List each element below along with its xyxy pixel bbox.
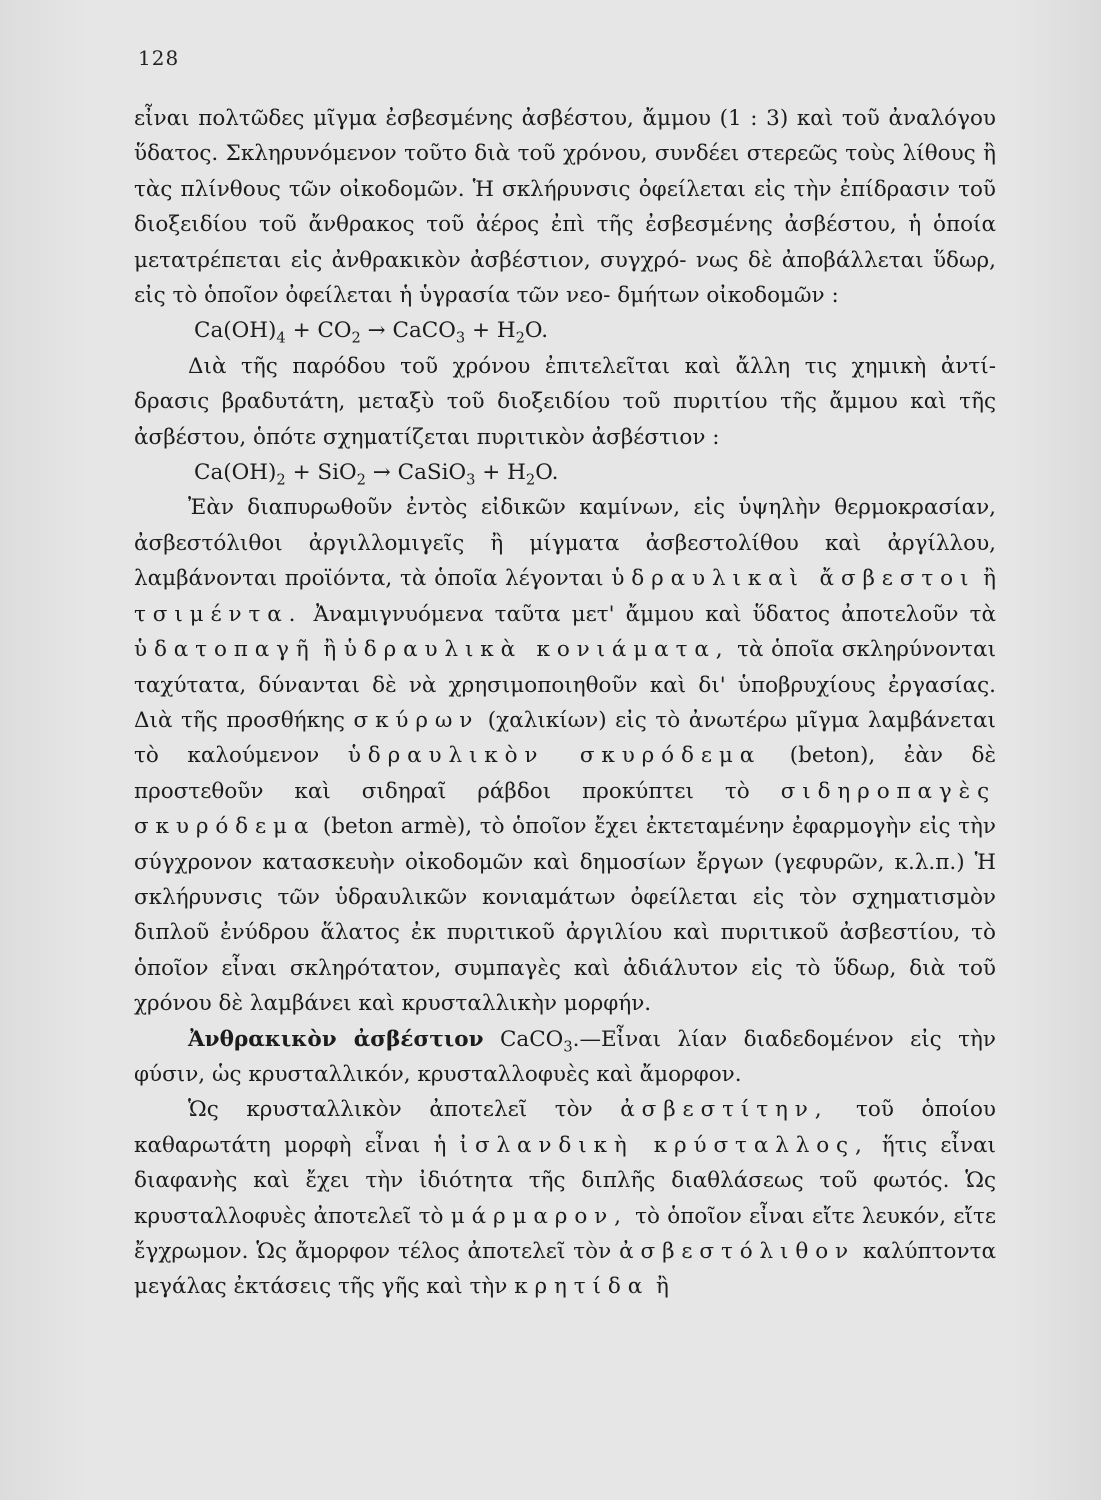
paragraph-carbonate-forms: Ὡς κρυσταλλικὸν ἀποτελεῖ τὸν ἀσβεστίτην, τοῦ ὁποίου καθαρωτάτη μορφὴ εἶναι ἡ ἰσλανδικὴ κρύσταλλος, ἥτις εἶναι διαφανὴς καὶ ἔχει τὴν ἰδιότητα τῆς διπλῆς διαθλάσεως τοῦ φωτός. Ὡς κρυσταλλοφυὲς ἀποτελεῖ τὸ μάρμαρον, τὸ ὁποῖον εἶναι εἴτε λευκόν, εἴτε ἔγχρωμον. Ὡς ἄμορφον τέλος ἀποτελεῖ τὸν ἀσβεστόλιθον καλύπτοντα μεγάλας ἐκτάσεις τῆς γῆς καὶ τὴν κρητίδα ἢ: [134, 1097, 996, 1300]
text-line: νως δὲ ἀποβάλλεται ὕδωρ, εἰς τὸ ὁποῖον ὀφείλεται ἡ ὑγρασία τῶν νεο-: [134, 247, 996, 309]
spaced-term: ὑδραυλικαὶ ἄσβεστοι: [611, 566, 976, 592]
spaced-term: ὑδραυλικὸν σκυρόδεμα: [347, 743, 762, 769]
spaced-term: τσιμέντα.: [134, 601, 303, 627]
spaced-term: κρητίδα: [514, 1274, 650, 1300]
text-line: Διὰ τῆς παρόδου τοῦ χρόνου ἐπιτελεῖται καὶ ἄλλη τις χημικὴ ἀντί-: [188, 353, 996, 379]
text-line: τοὺς λίθους ἢ τὰς πλίνθους τῶν οἰκοδομῶν. Ἡ σκλήρυνσις ὀφείλεται εἰς: [134, 141, 996, 202]
text-line: τὴν ἐπίδρασιν τοῦ διοξειδίου τοῦ ἄνθρακος τοῦ ἀέρος ἐπὶ τῆς ἐσβεσμένης: [134, 176, 996, 238]
paragraph-hydraulic-cements: Ἐὰν διαπυρωθοῦν ἐντὸς εἰδικῶν καμίνων, εἰς ὑψηλὴν θερμοκρασίαν, ἀσβεστόλιθοι ἀργιλλομιγεῖς ἢ μίγματα ἀσβεστολίθου καὶ ἀργίλλου, λαμβάνονται προϊόντα, τὰ ὁποῖα λέγονται ὑδραυλικαὶ ἄσβεστοι ἢ τσιμέντα. Ἀναμιγνυόμενα ταῦτα μετ' ἄμμου καὶ ὕδατος ἀποτελοῦν τὰ ὑδατοπαγῆ ἢ ὑδραυλικὰ κονιάματα, τὰ ὁποῖα σκληρύνονται ταχύτατα, δύνανται δὲ νὰ χρησιμοποιηθοῦν καὶ δι' ὑποβρυχίους ἐργασίας. Διὰ τῆς προσθήκης σκύρων (χαλικίων) εἰς τὸ ἀνωτέρω μῖγμα λαμβάνεται τὸ καλούμενον ὑδραυλικὸν σκυρόδεμα (beton), ἐὰν δὲ προστεθοῦν καὶ σιδηραῖ ράβδοι προκύπτει τὸ σιδηροπαγὲς σκυρόδεμα (beton armè), τὸ ὁποῖον ἔχει ἐκτεταμένην ἐφαρμογὴν εἰς τὴν σύγχρονον κατασκευὴν οἰκοδομῶν καὶ δημοσίων ἔργων (γεφυρῶν, κ.λ.π.) Ἡ σκλήρυνσις τῶν ὑδραυλικῶν κονιαμάτων ὀφείλεται εἰς τὸν σχηματισμὸν διπλοῦ ἐνύδρου ἅλατος ἐκ πυριτικοῦ ἀργιλίου καὶ πυριτικοῦ ἀσβεστίου, τὸ ὁποῖον εἶναι σκληρότατον, συμπαγὲς καὶ ἀδιάλυτον εἰς τὸ ὕδωρ, διὰ τοῦ χρόνου δὲ λαμβάνει καὶ κρυσταλλικὴν μορφήν.: [134, 495, 997, 1017]
formula: CaCO$_3$: [499, 1026, 573, 1055]
spaced-term: ἰσλανδικὴ κρύσταλλος,: [459, 1132, 869, 1158]
arrow-icon: →: [372, 460, 391, 486]
paragraph-lime-mortar: [134, 101, 996, 313]
text-line: δμήτων οἰκοδομῶν :: [617, 283, 839, 309]
text-line: εἶναι πολτῶδες μῖγμα ἐσβεσμένης ἀσβέστου, ἄμμου (1 : 3) καὶ τοῦ: [134, 106, 880, 131]
chemical-equation-carbonation: $Ca(OH)_4 + CO_2$ → CaCO$_3$ + $H_2O$.: [194, 318, 549, 347]
section-heading: Ἀνθρακικὸν ἀσβέστιον: [188, 1026, 484, 1052]
spaced-term: ἀσβεστόλιθον: [619, 1239, 855, 1264]
paragraph-calcium-carbonate: Ἀνθρακικὸν ἀσβέστιον CaCO$_3$.—Εἶναι λίαν διαδεδομένον εἰς τὴν φύσιν, ὡς κρυσταλλικόν, κρυσταλλοφυὲς καὶ ἄμορφον.: [134, 1026, 996, 1087]
paragraph-silicate-reaction: [134, 349, 996, 455]
page-body: [134, 101, 996, 1305]
chemical-equation-silicate: $Ca(OH)_2 + SiO_2$ → CaSiO$_3$ + $H_2O$.: [194, 460, 559, 489]
arrow-icon: →: [367, 318, 386, 344]
spaced-term: ἀσβεστίτην,: [620, 1097, 829, 1123]
text-line: τῆς ἀσβέστου, ὁπότε σχηματίζεται πυριτικὸν ἀσβέστιον :: [134, 389, 996, 450]
spaced-term: ὑδραυλικὰ κονιάματα,: [343, 637, 730, 663]
text-line: ἀναλόγου ὕδατος. Σκληρυνόμενον τοῦτο διὰ τοῦ χρόνου, συνδέει στερεῶς: [134, 106, 996, 167]
spaced-term: σκύρων: [353, 707, 480, 733]
spaced-term: σιδηροπαγὲς σκυρόδεμα: [134, 778, 996, 840]
text-line: ἀσβέστου, ἡ ὁποία μετατρέπεται εἰς ἀνθρακικὸν ἀσβέστιον, συγχρό-: [134, 212, 996, 273]
text-line: δρασις βραδυτάτη, μεταξὺ τοῦ διοξειδίου τοῦ πυριτίου τῆς ἄμμου καὶ: [134, 389, 947, 415]
page-number: 128: [138, 46, 180, 70]
spaced-term: μάρμαρον,: [450, 1203, 628, 1229]
spaced-term: ὑδατοπαγῆ: [134, 637, 316, 663]
